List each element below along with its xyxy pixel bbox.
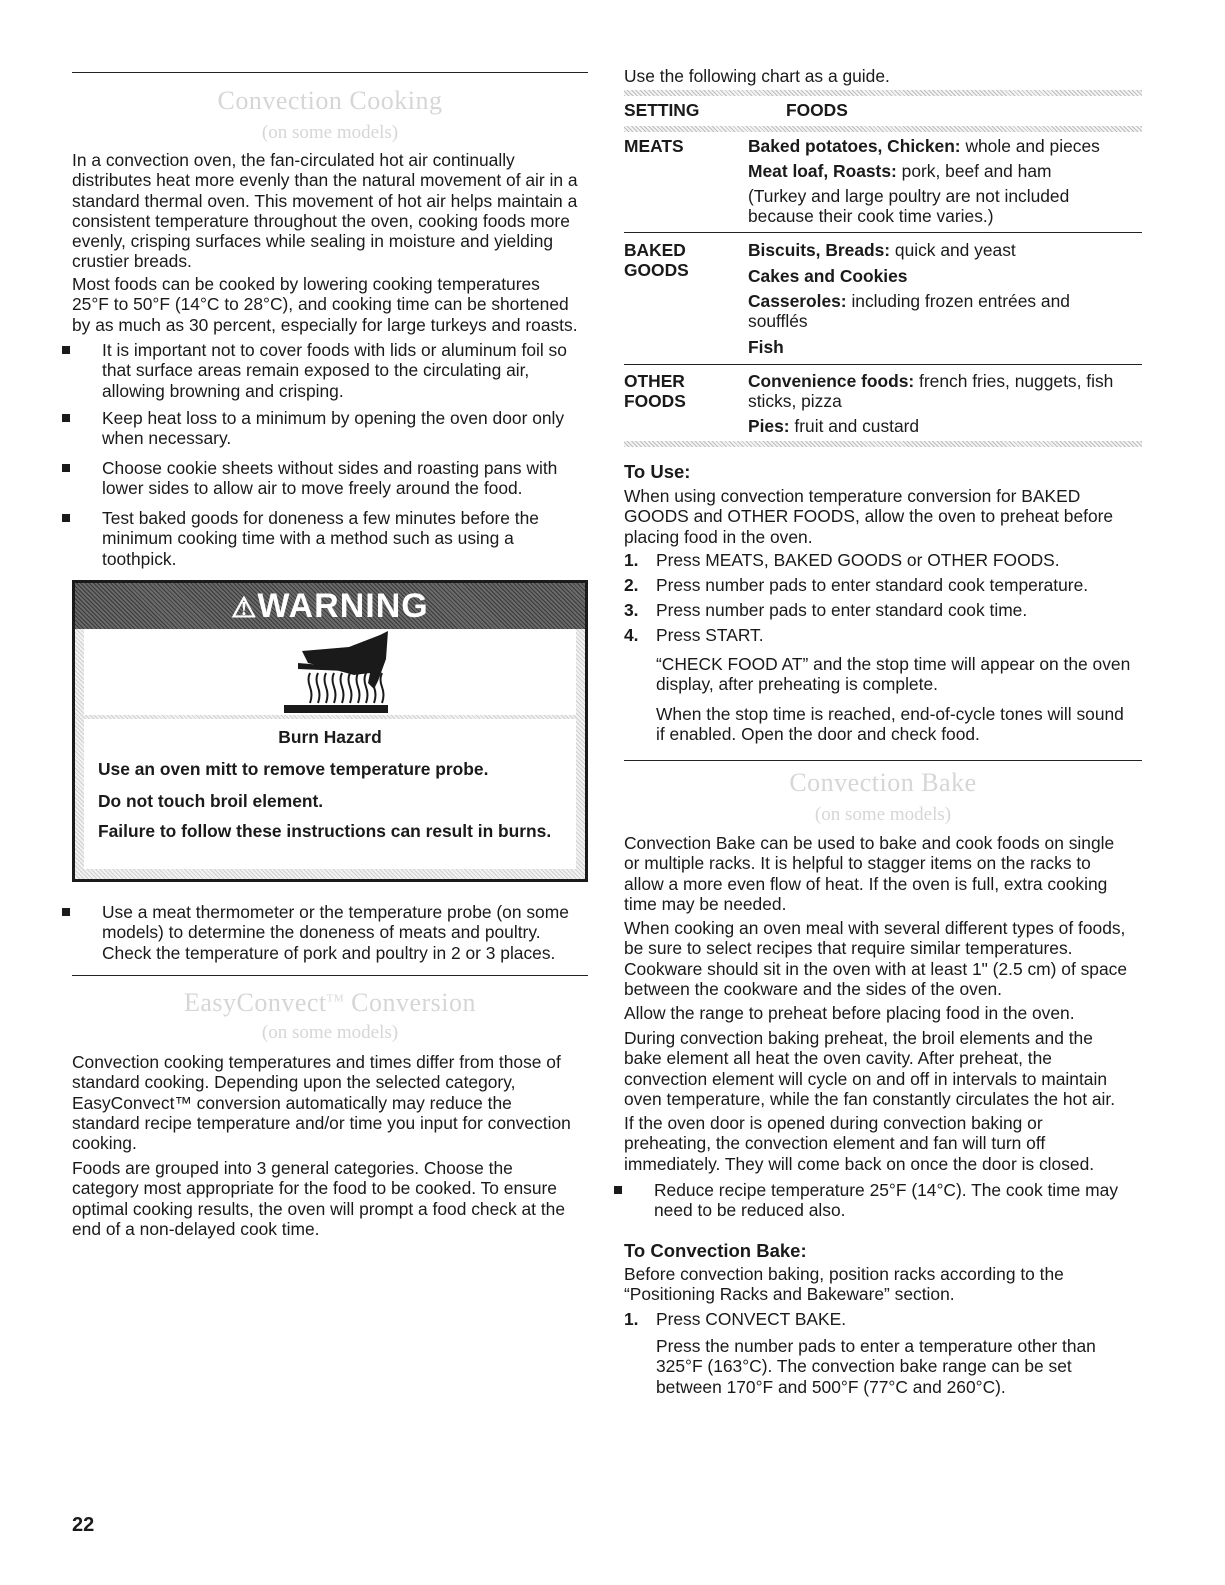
row-label-meats: MEATS bbox=[624, 136, 684, 156]
text-line: Most foods can be cooked by lowering cooking temperatures bbox=[72, 274, 540, 294]
section-rule-right bbox=[624, 760, 1142, 761]
bullet-square-icon bbox=[62, 414, 70, 422]
step-number: 1. bbox=[624, 1309, 639, 1329]
table-cell bbox=[748, 416, 919, 436]
text-line: oven temperature, while the fan constantly circulates the hot air. bbox=[624, 1088, 1116, 1109]
text-line: FOODS bbox=[624, 391, 686, 412]
food-desc: fruit and custard bbox=[789, 416, 920, 436]
text-line: cooking. bbox=[72, 1133, 137, 1154]
paragraph-lowering bbox=[72, 274, 578, 335]
table-cell bbox=[748, 136, 1100, 156]
text-line: GOODS bbox=[624, 260, 689, 281]
text-line: standard cooking. Depending upon the selected category, bbox=[72, 1072, 516, 1093]
text-line: optimal cooking results, the oven will prompt a food check at the bbox=[72, 1198, 565, 1219]
section-subtitle: (on some models) bbox=[261, 1022, 399, 1043]
step-text: Press MEATS, BAKED GOODS or OTHER FOODS. bbox=[656, 550, 1060, 570]
text-line: OTHER bbox=[624, 371, 685, 391]
paragraph-bake-1 bbox=[624, 833, 1114, 914]
text-line: In a convection oven, the fan-circulated hot air continually bbox=[72, 150, 515, 170]
text-line: During convection baking preheat, the broil elements and the bbox=[624, 1028, 1093, 1048]
warning-text-panel bbox=[84, 719, 576, 869]
step-item bbox=[624, 550, 1060, 570]
table-cell bbox=[748, 291, 1070, 332]
hand-heat-burn-icon bbox=[84, 629, 576, 715]
table-header-setting: SETTING bbox=[624, 100, 700, 120]
text-line: allowing browning and crisping. bbox=[102, 380, 344, 401]
warning-icon-panel bbox=[84, 629, 576, 715]
text-line: standard recipe temperature and/or time you input for convection bbox=[72, 1112, 571, 1133]
warning-header bbox=[75, 583, 585, 629]
step-number: 3. bbox=[624, 600, 639, 620]
paragraph-bake-5 bbox=[624, 1113, 1094, 1174]
text-line: Convection cooking temperatures and times differ from those of bbox=[72, 1052, 561, 1072]
bullet-item bbox=[102, 340, 567, 401]
table-cell bbox=[748, 161, 1052, 181]
text-line: by as much as 30 percent, especially for large turkeys and roasts. bbox=[72, 314, 578, 335]
table-stripe bbox=[624, 90, 1142, 96]
bullet-item bbox=[102, 902, 569, 963]
step-text: Press START. bbox=[656, 625, 764, 645]
text-line: Foods are grouped into 3 general categories. Choose the bbox=[72, 1158, 513, 1178]
food-desc: including frozen entrées and bbox=[846, 291, 1070, 311]
paragraph-easyconvect-2 bbox=[72, 1158, 565, 1239]
text-line: It is important not to cover foods with lids or aluminum foil so bbox=[102, 340, 567, 360]
step-number: 4. bbox=[624, 625, 639, 645]
section-rule-left bbox=[72, 975, 588, 976]
text-line: Use the following chart as a guide. bbox=[624, 66, 890, 86]
text-line: evenly, crisping surfaces while sealing in moisture and yielding bbox=[72, 231, 554, 252]
text-line: placing food in the oven. bbox=[624, 526, 813, 547]
bullet-square-icon bbox=[614, 1186, 622, 1194]
text-line: If the oven door is opened during convection baking or bbox=[624, 1113, 1043, 1133]
row-label-other-foods bbox=[624, 371, 686, 412]
text-line: Check the temperature of pork and poultry in 2 or 3 places. bbox=[102, 942, 556, 963]
food-term: Convenience foods: bbox=[748, 371, 915, 391]
step-number: 2. bbox=[624, 575, 639, 595]
step-item bbox=[624, 575, 1089, 595]
step-note bbox=[656, 654, 1130, 695]
text-line: GOODS and OTHER FOODS, allow the oven to preheat before bbox=[624, 506, 1114, 527]
title-part: Conversion bbox=[351, 988, 477, 1017]
food-term: Cakes and Cookies bbox=[748, 266, 908, 286]
text-line: between 170°F and 500°F (77°C and 260°C). bbox=[656, 1376, 1006, 1397]
text-line: end of a non-delayed cook time. bbox=[72, 1218, 320, 1239]
row-label-baked-goods bbox=[624, 240, 689, 281]
text-line: “Positioning Racks and Bakeware” section. bbox=[624, 1284, 955, 1305]
table-row-rule bbox=[624, 232, 1142, 233]
table-stripe bbox=[624, 126, 1142, 132]
food-term: Baked potatoes, Chicken: bbox=[748, 136, 961, 156]
food-term: Casseroles: bbox=[748, 291, 847, 311]
text-line: 325°F (163°C). The convection bake range can be set bbox=[656, 1356, 1072, 1377]
text-line: soufflés bbox=[748, 311, 808, 332]
bullet-square-icon bbox=[62, 464, 70, 472]
text-line: Keep heat loss to a minimum by opening the oven door only bbox=[102, 408, 565, 428]
step-note bbox=[656, 1336, 1096, 1397]
top-rule-left bbox=[72, 72, 588, 73]
step-item bbox=[624, 600, 1028, 620]
text-line: Reduce recipe temperature 25°F (14°C). The cook time may bbox=[654, 1180, 1119, 1200]
text-line: Choose cookie sheets without sides and roasting pans with bbox=[102, 458, 558, 478]
paragraph-bake-2 bbox=[624, 918, 1127, 999]
text-line: Convection Bake can be used to bake and cook foods on single bbox=[624, 833, 1115, 853]
bullet-square-icon bbox=[62, 346, 70, 354]
food-term: Meat loaf, Roasts: bbox=[748, 161, 897, 181]
text-line: convection element will cycle on and off in intervals to maintain bbox=[624, 1068, 1108, 1089]
text-line: lower sides to allow air to move freely around the food. bbox=[102, 478, 523, 499]
text-line: if enabled. Open the door and check food. bbox=[656, 724, 980, 745]
text-line: When using convection temperature conversion for BAKED bbox=[624, 486, 1081, 506]
text-line: toothpick. bbox=[102, 548, 177, 569]
text-line: minimum cooking time with a method such as using a bbox=[102, 528, 514, 549]
text-line: Cookware should sit in the oven with at least 1" (2.5 cm) of space bbox=[624, 958, 1128, 979]
step-item bbox=[624, 1309, 847, 1329]
paragraph-to-use bbox=[624, 486, 1113, 547]
text-line: EasyConvect™ conversion automatically may reduce the bbox=[72, 1092, 512, 1113]
warning-triangle-icon: ⚠ bbox=[231, 592, 258, 623]
text-line: category most appropriate for the food to be cooked. To ensure bbox=[72, 1178, 557, 1199]
warning-box bbox=[72, 580, 588, 882]
step-text: Press CONVECT BAKE. bbox=[656, 1309, 847, 1329]
table-row-rule bbox=[624, 364, 1142, 365]
text-line: (Turkey and large poultry are not included bbox=[748, 186, 1070, 206]
text-line: crustier breads. bbox=[72, 251, 192, 272]
warning-line: Use an oven mitt to remove temperature probe. bbox=[98, 759, 489, 779]
food-desc: quick and yeast bbox=[890, 240, 1016, 260]
step-text: Press number pads to enter standard cook temperature. bbox=[656, 575, 1089, 595]
text-line: Use a meat thermometer or the temperature probe (on some bbox=[102, 902, 569, 922]
text-line: when necessary. bbox=[102, 428, 232, 449]
text-line: Press the number pads to enter a temperature other than bbox=[656, 1336, 1096, 1356]
food-term: Pies: bbox=[748, 416, 790, 436]
text-line: preheating, the convection element and fan will turn off bbox=[624, 1133, 1046, 1154]
table-cell bbox=[748, 371, 1113, 412]
bullet-square-icon bbox=[62, 514, 70, 522]
text-line: models) to determine the doneness of meats and poultry. bbox=[102, 922, 541, 943]
text-line: sticks, pizza bbox=[748, 391, 842, 412]
heading-to-convection-bake: To Convection Bake: bbox=[624, 1240, 807, 1261]
warning-line: Failure to follow these instructions can result in burns. bbox=[98, 821, 552, 841]
bullet-square-icon bbox=[62, 908, 70, 916]
paragraph-easyconvect-1 bbox=[72, 1052, 571, 1153]
text-line: 25°F to 50°F (14°C to 28°C), and cooking time can be shortened bbox=[72, 294, 569, 315]
table-cell bbox=[748, 186, 1069, 227]
bullet-item bbox=[102, 408, 564, 449]
text-line: When cooking an oven meal with several different types of foods, bbox=[624, 918, 1126, 938]
section-title-convection-bake: Convection Bake bbox=[789, 768, 977, 797]
text-line: or multiple racks. It is helpful to stagger items on the racks to bbox=[624, 853, 1091, 874]
bullet-item bbox=[102, 508, 539, 569]
paragraph-bake-3 bbox=[624, 1003, 1075, 1023]
page-number: 22 bbox=[72, 1514, 95, 1536]
text-line: distributes heat more evenly than the natural movement of air in a bbox=[72, 170, 578, 191]
trademark-mark: TM bbox=[326, 992, 345, 1005]
text-line: display, after preheating is complete. bbox=[656, 674, 938, 695]
text-line: Test baked goods for doneness a few minutes before the bbox=[102, 508, 539, 528]
step-text: Press number pads to enter standard cook time. bbox=[656, 600, 1028, 620]
table-cell bbox=[748, 337, 784, 357]
text-line: time may be needed. bbox=[624, 893, 787, 914]
section-title-easyconvect bbox=[72, 988, 588, 1018]
section-title-convection-cooking: Convection Cooking bbox=[217, 86, 443, 115]
step-number: 1. bbox=[624, 550, 639, 570]
text-line: need to be reduced also. bbox=[654, 1200, 846, 1221]
text-line: be sure to select recipes that require similar temperatures. bbox=[624, 938, 1073, 959]
section-subtitle: (on some models) bbox=[814, 804, 952, 825]
food-desc: french fries, nuggets, fish bbox=[914, 371, 1114, 391]
paragraph-intro bbox=[72, 150, 578, 272]
warning-line: Do not touch broil element. bbox=[98, 791, 324, 811]
step-note bbox=[656, 704, 1124, 745]
text-line: consistent temperature throughout the oven, cooking foods more bbox=[72, 210, 570, 231]
text-line: When the stop time is reached, end-of-cycle tones will sound bbox=[656, 704, 1124, 724]
text-line: between the cookware and the sides of the oven. bbox=[624, 978, 1003, 999]
step-item bbox=[624, 625, 764, 645]
text-line: “CHECK FOOD AT” and the stop time will appear on the oven bbox=[656, 654, 1131, 674]
bullet-item bbox=[654, 1180, 1118, 1221]
text-line: allow a more even flow of heat. If the oven is full, extra cooking bbox=[624, 873, 1108, 894]
table-header-foods: FOODS bbox=[786, 100, 848, 120]
text-line: that surface areas remain exposed to the circulating air, bbox=[102, 360, 530, 381]
table-cell bbox=[748, 240, 1016, 260]
text-line: BAKED bbox=[624, 240, 686, 260]
text-line: because their cook time varies.) bbox=[748, 206, 994, 227]
paragraph-bake-6 bbox=[624, 1264, 1064, 1305]
food-desc: pork, beef and ham bbox=[896, 161, 1052, 181]
chart-intro bbox=[624, 66, 890, 86]
heading-to-use: To Use: bbox=[624, 461, 691, 482]
section-subtitle: (on some models) bbox=[261, 122, 399, 143]
bullet-item bbox=[102, 458, 557, 499]
table-cell bbox=[748, 266, 907, 286]
text-line: bake element all heat the oven cavity. After preheat, the bbox=[624, 1048, 1052, 1069]
hazard-title: Burn Hazard bbox=[278, 727, 382, 747]
food-term: Biscuits, Breads: bbox=[748, 240, 891, 260]
text-line: Before convection baking, position racks according to the bbox=[624, 1264, 1064, 1284]
text-line: standard thermal oven. This movement of hot air helps maintain a bbox=[72, 190, 578, 211]
paragraph-bake-4 bbox=[624, 1028, 1115, 1109]
title-part: EasyConvect bbox=[183, 988, 327, 1017]
food-desc: whole and pieces bbox=[960, 136, 1100, 156]
warning-title: WARNING bbox=[257, 587, 429, 625]
text-line: immediately. They will come back on once the door is closed. bbox=[624, 1153, 1095, 1174]
table-stripe bbox=[624, 441, 1142, 447]
food-term: Fish bbox=[748, 337, 784, 357]
text-line: Allow the range to preheat before placing food in the oven. bbox=[624, 1003, 1075, 1023]
